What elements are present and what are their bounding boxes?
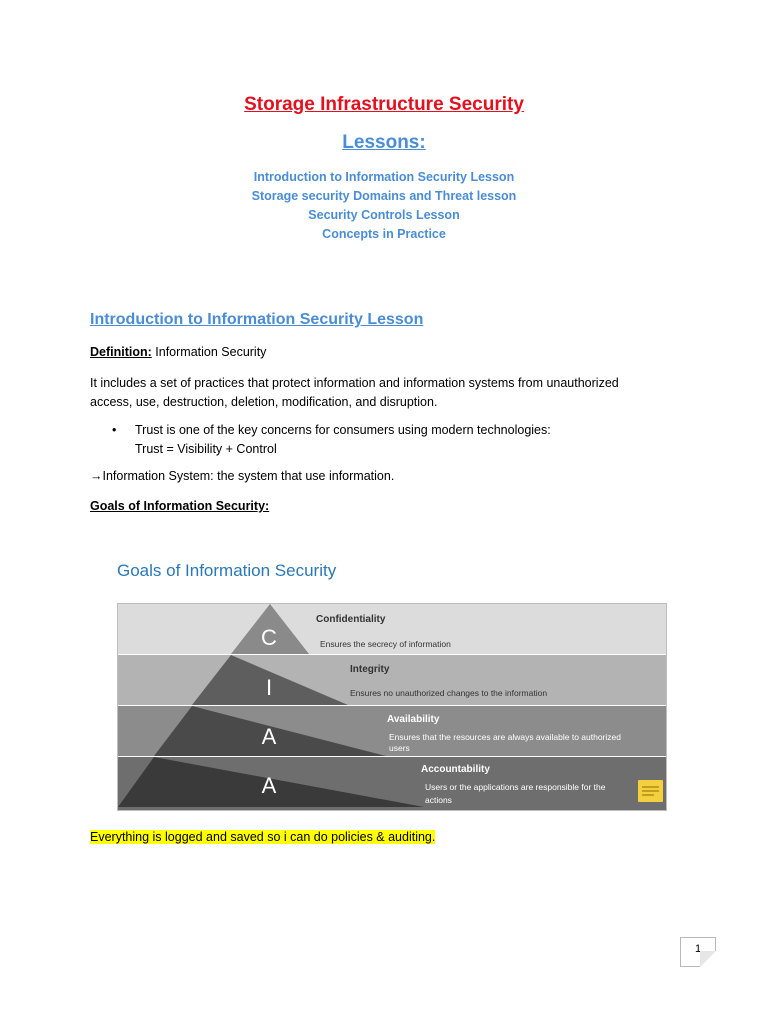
highlighted-note: Everything is logged and saved so i can do policies & auditing. bbox=[90, 830, 436, 844]
page-number: 1 bbox=[694, 943, 702, 955]
lesson-item: Introduction to Information Security Lesson bbox=[253, 170, 515, 184]
level-desc: Ensures that the resources are always available to authorized bbox=[389, 732, 621, 742]
pyramid-letter: I bbox=[265, 675, 273, 700]
trust-bullet bbox=[112, 421, 551, 459]
cia-pyramid-svg bbox=[118, 604, 666, 810]
pyramid-letter: A bbox=[261, 724, 277, 749]
level-name: Accountability bbox=[421, 764, 490, 775]
lesson-item: Security Controls Lesson bbox=[308, 208, 460, 222]
level-desc: users bbox=[389, 743, 410, 753]
lesson-list bbox=[0, 168, 768, 244]
page-fold-icon bbox=[700, 951, 716, 967]
section-heading: Introduction to Information Security Lesson bbox=[90, 311, 424, 328]
level-desc: Users or the applications are responsible for the bbox=[425, 782, 606, 792]
pyramid-letter: A bbox=[261, 773, 277, 798]
level-name: Confidentiality bbox=[316, 614, 386, 625]
level-name: Availability bbox=[387, 714, 440, 725]
bullet-line: Trust is one of the key concerns for consumers using modern technologies: bbox=[135, 423, 551, 437]
definition-label: Definition: bbox=[90, 345, 152, 359]
paragraph-line: It includes a set of practices that protect information and information systems from unauthorized bbox=[90, 376, 619, 390]
definition-line bbox=[90, 345, 266, 359]
lesson-item: Storage security Domains and Threat lesson bbox=[251, 189, 517, 203]
definition-text: Information Security bbox=[151, 345, 267, 359]
level-desc: Ensures the secrecy of information bbox=[320, 639, 451, 649]
sticky-note-icon[interactable] bbox=[638, 780, 663, 802]
information-system-line: →Information System: the system that use information. bbox=[90, 469, 395, 483]
cia-pyramid-figure bbox=[117, 603, 667, 811]
figure-title: Goals of Information Security bbox=[117, 561, 337, 580]
bullet-line: Trust = Visibility + Control bbox=[135, 442, 277, 456]
level-name: Integrity bbox=[350, 664, 390, 675]
paragraph-line: access, use, destruction, deletion, modification, and disruption. bbox=[90, 395, 438, 409]
document-title: Storage Infrastructure Security bbox=[244, 94, 524, 115]
bullet-icon: • bbox=[112, 423, 117, 437]
page-number-box bbox=[680, 937, 716, 967]
pyramid-letter: C bbox=[261, 625, 277, 650]
lessons-heading: Lessons: bbox=[342, 132, 426, 153]
level-desc: actions bbox=[425, 795, 452, 805]
level-desc: Ensures no unauthorized changes to the information bbox=[350, 688, 548, 698]
intro-paragraph bbox=[90, 374, 670, 412]
lesson-item: Concepts in Practice bbox=[322, 227, 446, 241]
goals-label: Goals of Information Security: bbox=[90, 499, 270, 513]
